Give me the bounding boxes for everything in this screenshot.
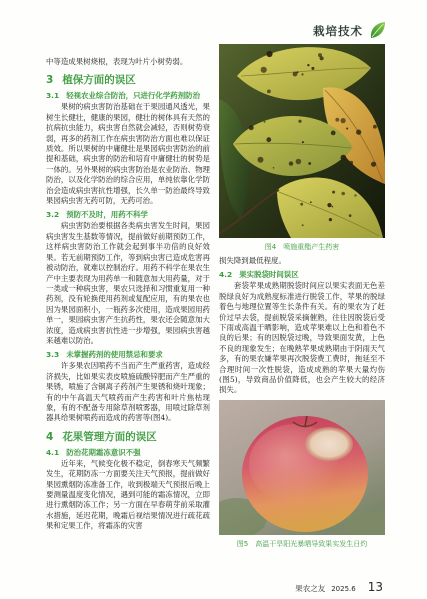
figure-4-photo xyxy=(219,44,385,238)
intro-text: 中等造成果树烧根，表现为叶片小树势弱。 xyxy=(46,57,188,66)
subsection-title: 防治花期霜冻意识不强 xyxy=(66,447,141,457)
leaf-damage-photo xyxy=(219,44,385,238)
column-title: 栽培技术 xyxy=(313,23,363,38)
leaf-spot xyxy=(310,201,312,203)
leaf-spot xyxy=(266,137,271,142)
column-header xyxy=(313,21,386,40)
leaf-spot xyxy=(356,130,361,135)
leaf-spot xyxy=(302,141,304,143)
leaf-spot xyxy=(302,224,304,226)
leaf-spot xyxy=(341,118,346,123)
subsection-number: 3.1 xyxy=(46,91,60,101)
section-4-heading xyxy=(46,430,210,444)
subsection-4-1-continued: 损失降到最低程度。 xyxy=(219,256,286,265)
page-footer xyxy=(295,580,383,594)
subsection-title: 预防不及时，用药不科学 xyxy=(66,210,148,220)
leaf-spot xyxy=(327,203,331,207)
magazine-name: 果农之友 xyxy=(295,584,326,593)
leaf-spot xyxy=(335,118,339,122)
figure-5-caption xyxy=(219,538,385,550)
subsection-4-1-heading xyxy=(46,447,210,458)
leaf-spot xyxy=(308,162,311,165)
leaf-spot xyxy=(298,120,301,123)
leaf-spot xyxy=(371,162,376,167)
section-number: 3 xyxy=(46,74,54,87)
leaf-spot xyxy=(354,194,356,196)
leaf-icon xyxy=(369,21,386,40)
leaf-spot xyxy=(373,125,377,129)
subsection-3-2-body: 病虫害防治要根据各类病虫害发生时间，果园病虫害发生基数等情况，提前做好前期预防工作，这样病虫害防治工作就会起到事半功倍的良好效果。若无前期预防工作，等到病虫害已造成危害再被动防治，就难以控制治疗。用药不科学在果农生产中主要表现为用药单一和随意加大用药量，对于一类或一种病虫害，果农只选择和习惯重复用一种药剂，没有轮换使用药剂或复配应用，有的果农也因为果园面积小，一瓶药多次使用，造成果园用药单一，果园病虫害产生抗药性，果农还会随意加大浓度，造成病虫害抗性进一步增强，果园病虫害越来越难以防治。 xyxy=(46,221,210,345)
subsection-4-2-body: 套袋苹果成熟期脱袋时间应以果实表面无色差脱绿良好为成熟度标准进行脱袋工作，苹果的脱绿着色与地理位置等生长条件有关。有的果农为了赶价过早去袋，提前脱袋采摘催熟，往往因脱袋后受下雨或高温干晒影响，造成苹果难以上色和着色不良的后果；有的因脱袋过晚，导致果面发黄，上色不良的现象发生；在晚熟苹果成熟期由于阴雨天气多，有的果农嫌苹果再次脱袋费工费时，拖延至不合理时间一次性脱袋，造成成熟的苹果大量灼伤(图5)，导致商品价值降低，也会产生较大的经济损失。 xyxy=(219,281,385,395)
leaf-spot xyxy=(273,167,275,169)
left-column xyxy=(46,57,210,532)
leaf-spot xyxy=(249,125,254,130)
figure-5-photo xyxy=(219,400,385,535)
section-title: 花果管理方面的误区 xyxy=(62,430,157,443)
subsection-title: 轻视农业综合防治，只进行化学药剂防治 xyxy=(66,91,201,101)
leaf-spot xyxy=(349,214,352,217)
leaf-spot xyxy=(341,192,345,196)
figure-4-caption xyxy=(219,241,385,253)
leaf-spot xyxy=(301,73,303,75)
subsection-number: 4.1 xyxy=(46,447,60,457)
leaf-spot xyxy=(332,191,335,194)
subsection-3-3-body: 许多果农因喷药不当而产生严重药害，造成经济损失，比如果实表皮喷施硫酸锌肥而产生严重的果锈，喷施了含铜离子药剂产生果锈和烧叶现象；有的中午高温天气喷药而产生药害和叶片焦枯现象，有的不配备专用除草剂喷雾器，用喷过除草剂器具给果树喷药而造成的药害等(图4)。 xyxy=(46,361,210,423)
subsection-title: 未掌握药剂的使用禁忌和要求 xyxy=(66,350,163,360)
right-column xyxy=(219,44,385,553)
leaf-spot xyxy=(261,67,267,73)
subsection-3-2-heading xyxy=(46,209,210,220)
leaf-spot xyxy=(340,164,344,168)
figure-label: 图5 xyxy=(236,539,249,548)
leaf-spot xyxy=(331,131,336,136)
issue-number: 2025.6 xyxy=(331,585,356,593)
subsection-number: 3.2 xyxy=(46,210,60,220)
subsection-3-1-heading xyxy=(46,90,210,101)
subsection-4-1-body: 近年来，气候变化极不稳定，倒春寒天气频繁发生，花期防冻一方面要关注天气预报，提前做好果园熏烟防冻准备工作，收到极端天气预报后晚上要测量温度变化情况，遇到可能的霜冻情况，立即进行熏烟防冻工作；另一方面在早春萌芽前采取灌水措施，延迟花期，晚霜后视结果情况进行疏花疏果和定果工作，将霜冻的灾害 xyxy=(46,458,210,531)
sunburn-patch xyxy=(305,427,353,461)
leaf-spot xyxy=(332,206,334,208)
leaf-spot xyxy=(341,155,347,161)
subsection-number: 3.3 xyxy=(46,350,60,360)
subsection-number: 4.2 xyxy=(219,270,233,280)
leaf-spot xyxy=(296,159,302,165)
figure-label: 图4 xyxy=(264,243,277,251)
figure-caption-text: 高温干旱阳光暴晒导致果实发生日灼 xyxy=(255,539,368,548)
leaf-spot xyxy=(311,67,314,70)
leaf-spot xyxy=(300,203,303,206)
page-number: 13 xyxy=(367,580,383,594)
leaf-spot xyxy=(267,90,271,94)
subsection-4-2-heading xyxy=(219,269,385,280)
leaf-spot xyxy=(258,157,264,163)
leaf-spot xyxy=(264,121,266,123)
subsection-3-3-heading xyxy=(46,349,210,360)
leaf-spot xyxy=(289,161,293,165)
section-title: 植保方面的误区 xyxy=(62,74,136,87)
figure-caption-text: 喷施重酯产生药害 xyxy=(283,243,340,251)
subsection-title: 果实脱袋时间误区 xyxy=(239,270,299,280)
subsection-3-1-body: 果树的病虫害防治基础在于果园通风透光，果树生长健壮，健康的果园，健壮的树体具有天然的抗病抗虫能力，病虫害自然就会减轻，否则树势衰弱，再多的药剂工作在病虫害防治方面也难以保证质效。所以果树的中庸健壮是果园病虫害防治的前提和基础，病虫害的防治和培育中庸健壮的树势是一体的。另外果树的病虫害防治是农业防治、物理防治，以及化学防治的综合应用，单纯依靠化学防治会造成病虫害抗性增强，长久单一防治最终导致果园病虫害无药可防，无药可治。 xyxy=(46,102,210,206)
leaf-spot xyxy=(320,56,324,60)
leaf-spot xyxy=(266,51,272,57)
sunburned-apple-photo xyxy=(219,400,385,535)
section-3-heading xyxy=(46,73,210,87)
leaf-spot xyxy=(307,64,309,66)
section-number: 4 xyxy=(46,430,54,443)
leaf-spot xyxy=(349,161,353,165)
leaf-spot xyxy=(346,128,348,130)
leaf-spot xyxy=(329,218,332,221)
leaf-spot xyxy=(293,72,298,77)
